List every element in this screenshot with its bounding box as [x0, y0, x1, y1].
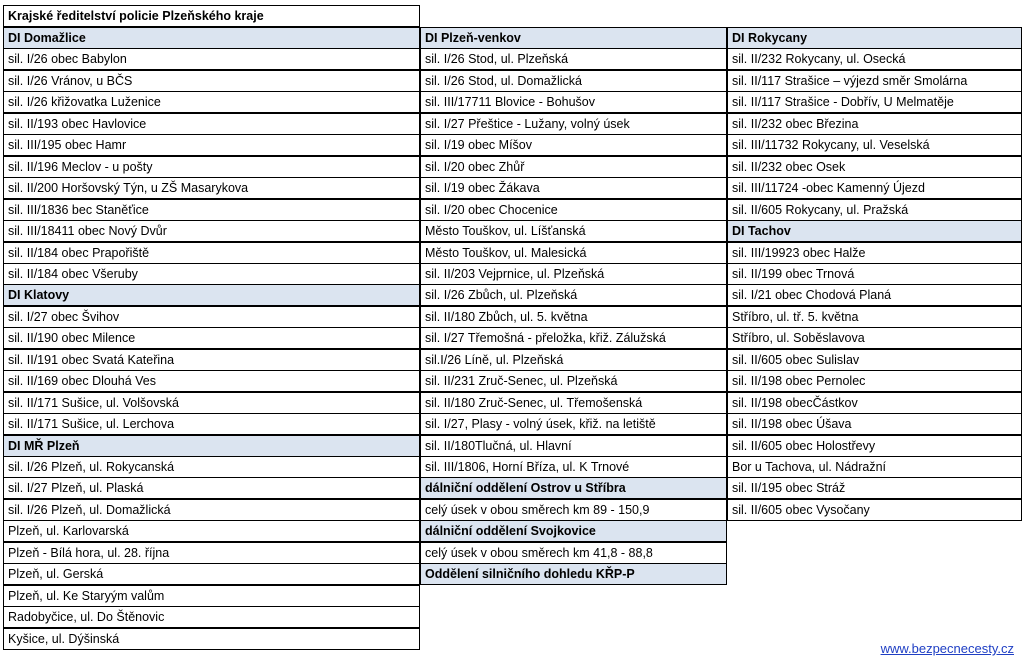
table-cell: [420, 392, 727, 414]
location-label: Kyšice, ul. Dýšinská: [8, 631, 120, 646]
location-label: sil. I/26 Zbůch, ul. Plzeňská: [425, 288, 578, 303]
location-label: sil. II/232 obec Březina: [732, 116, 859, 131]
table-cell: [420, 91, 727, 113]
table-cell: [3, 542, 420, 564]
table-cell: [727, 456, 1022, 478]
location-label: sil. II/605 obec Holostřevy: [732, 438, 876, 453]
location-label: sil. I/26 křižovatka Luženice: [8, 95, 161, 110]
table-cell: [727, 113, 1022, 135]
table-cell: [727, 91, 1022, 113]
table-cell: [3, 370, 420, 392]
table-cell: [3, 392, 420, 414]
table-cell: [3, 220, 420, 242]
section-header: [727, 27, 1022, 49]
table-cell: [3, 327, 420, 349]
table-cell: [3, 499, 420, 521]
location-label: Plzeň, ul. Karlovarská: [8, 524, 129, 539]
location-label: sil. I/19 obec Míšov: [425, 138, 532, 153]
table-cell: [420, 370, 727, 392]
location-label: sil. I/26 Plzeň, ul. Domažlická: [8, 502, 171, 517]
location-label: sil.I/26 Líně, ul. Plzeňská: [425, 352, 564, 367]
location-label: sil. II/195 obec Stráž: [732, 481, 846, 496]
location-label: sil. II/198 obec Pernolec: [732, 374, 866, 389]
table-cell: [3, 156, 420, 178]
table-cell: [727, 177, 1022, 199]
location-label: Město Touškov, ul. Líšťanská: [425, 224, 586, 239]
section-header: [3, 435, 420, 457]
location-label: sil. I/26 Stod, ul. Plzeňská: [425, 52, 569, 67]
location-label: sil. II/198 obecČástkov: [732, 395, 858, 410]
table-cell: [420, 499, 727, 521]
table-cell: [3, 413, 420, 435]
location-label: Plzeň, ul. Gerská: [8, 567, 104, 582]
location-label: sil. II/180 Zruč-Senec, ul. Třemošenská: [425, 395, 643, 410]
table-cell: [420, 456, 727, 478]
location-label: Radobyčice, ul. Do Štěnovic: [8, 610, 165, 625]
table-cell: [3, 628, 420, 650]
table-cell: [3, 263, 420, 285]
table-cell: [727, 156, 1022, 178]
section-header-label: DI Plzeň-venkov: [425, 31, 521, 45]
table-cell: [3, 134, 420, 156]
table-cell: [727, 392, 1022, 414]
table-cell: [3, 91, 420, 113]
location-label: sil. I/26 obec Babylon: [8, 52, 127, 67]
table-cell: [3, 585, 420, 607]
location-label: sil. II/180 Zbůch, ul. 5. května: [425, 309, 588, 324]
location-label: sil. III/1806, Horní Bříza, ul. K Trnové: [425, 460, 630, 474]
location-label: sil. II/171 Sušice, ul. Volšovská: [8, 395, 179, 410]
location-label: sil. I/27 Plzeň, ul. Plaská: [8, 481, 144, 496]
location-label: sil. II/184 obec Prapořiště: [8, 245, 150, 260]
table-cell: [3, 349, 420, 371]
table-cell: [727, 435, 1022, 457]
location-label: sil. II/232 obec Osek: [732, 159, 846, 174]
location-label: Plzeň - Bílá hora, ul. 28. října: [8, 545, 170, 560]
section-header-label: Oddělení silničního dohledu KŘP-P: [425, 567, 635, 582]
table-cell: [727, 370, 1022, 392]
section-header: [3, 284, 420, 306]
location-label: sil. II/199 obec Trnová: [732, 266, 855, 281]
location-label: sil. II/117 Strašice - Dobřív, U Melmatěje: [732, 95, 954, 110]
section-header: [420, 27, 727, 49]
section-header: [420, 477, 727, 499]
section-header-label: DI Klatovy: [8, 288, 70, 303]
table-cell: [3, 606, 420, 628]
location-label: Plzeň, ul. Ke Staryým valům: [8, 588, 165, 603]
table-cell: [420, 134, 727, 156]
location-label: sil. I/26 Stod, ul. Domažlická: [425, 73, 583, 88]
table-cell: [3, 199, 420, 221]
location-label: sil. I/27 obec Švihov: [8, 309, 120, 324]
section-header-label: DI Rokycany: [732, 31, 808, 45]
location-label: sil. II/200 Horšovský Týn, u ZŠ Masarykova: [8, 181, 249, 196]
section-header-label: dálniční oddělení Ostrov u Stříbra: [425, 481, 626, 496]
table-cell: [727, 413, 1022, 435]
section-header-label: DI Tachov: [732, 224, 791, 239]
location-label: Stříbro, ul. tř. 5. května: [732, 309, 859, 324]
location-label: Stříbro, ul. Soběslavova: [732, 331, 865, 346]
table-cell: [420, 113, 727, 135]
table-cell: [420, 542, 727, 564]
location-label: sil. II/180Tlučná, ul. Hlavní: [425, 438, 572, 453]
location-label: celý úsek v obou směrech km 41,8 - 88,8: [425, 545, 653, 560]
website-link[interactable]: www.bezpecnecesty.cz: [880, 641, 1014, 656]
table-cell: [3, 456, 420, 478]
location-label: celý úsek v obou směrech km 89 - 150,9: [425, 502, 650, 517]
location-label: sil. II/605 obec Sulislav: [732, 352, 860, 367]
location-label: sil. III/11724 -obec Kamenný Újezd: [732, 181, 925, 196]
location-label: sil. III/11732 Rokycany, ul. Veselská: [732, 138, 930, 153]
table-cell: [3, 306, 420, 328]
table-cell: [3, 477, 420, 499]
location-label: sil. II/184 obec Všeruby: [8, 266, 138, 281]
location-label: sil. I/20 obec Chocenice: [425, 202, 558, 217]
location-label: sil. II/169 obec Dlouhá Ves: [8, 374, 157, 389]
location-label: sil. II/171 Sušice, ul. Lerchova: [8, 417, 175, 432]
location-label: sil. III/18411 obec Nový Dvůr: [8, 224, 167, 239]
table-cell: [420, 48, 727, 70]
location-label: sil. I/21 obec Chodová Planá: [732, 288, 892, 303]
table-cell: [727, 242, 1022, 264]
table-cell: [727, 48, 1022, 70]
table-cell: [420, 327, 727, 349]
table-cell: [3, 113, 420, 135]
table-cell: [727, 284, 1022, 306]
location-label: sil. III/17711 Blovice - Bohušov: [425, 95, 595, 110]
location-label: sil. I/27, Plasy - volný úsek, křiž. na letiště: [425, 417, 656, 432]
location-label: sil. I/19 obec Žákava: [425, 181, 540, 196]
section-header: [727, 220, 1022, 242]
table-cell: [727, 134, 1022, 156]
location-label: sil. I/26 Vránov, u BČS: [8, 73, 133, 88]
location-label: sil. II/196 Meclov - u pošty: [8, 159, 153, 174]
table-cell: [727, 477, 1022, 499]
table-cell: [3, 48, 420, 70]
location-label: sil. III/1836 bec Staněťice: [8, 202, 149, 217]
location-label: sil. II/232 Rokycany, ul. Osecká: [732, 52, 906, 67]
location-label: Město Touškov, ul. Malesická: [425, 245, 587, 260]
table-cell: [420, 220, 727, 242]
table-cell: [420, 263, 727, 285]
table-cell: [420, 177, 727, 199]
table-cell: [420, 306, 727, 328]
section-header-label: DI Domažlice: [8, 31, 86, 45]
location-label: sil. I/20 obec Zhůř: [425, 159, 525, 174]
table-cell: [727, 327, 1022, 349]
table-cell: [3, 563, 420, 585]
table-cell: [420, 284, 727, 306]
location-label: sil. I/26 Plzeň, ul. Rokycanská: [8, 460, 175, 474]
section-header-label: dálniční oddělení Svojkovice: [425, 524, 596, 539]
table-cell: [3, 177, 420, 199]
table-cell: [420, 199, 727, 221]
table-cell: [420, 156, 727, 178]
table-cell: [420, 70, 727, 92]
table-cell: [727, 263, 1022, 285]
table-cell: [727, 70, 1022, 92]
section-header-label: DI MŘ Plzeň: [8, 438, 80, 453]
section-header: [420, 520, 727, 542]
location-label: sil. II/190 obec Milence: [8, 331, 136, 346]
table-cell: [420, 413, 727, 435]
location-label: sil. II/117 Strašice – výjezd směr Smolárna: [732, 73, 968, 88]
location-label: Bor u Tachova, ul. Nádražní: [732, 460, 887, 474]
location-label: sil. III/19923 obec Halže: [732, 245, 866, 260]
page-title: Krajské ředitelství policie Plzeňského kraje: [8, 9, 264, 23]
table-cell: [420, 242, 727, 264]
table-cell: [727, 199, 1022, 221]
table-cell: [420, 435, 727, 457]
section-header: [420, 563, 727, 585]
table-cell: [727, 349, 1022, 371]
location-label: sil. II/203 Vejprnice, ul. Plzeňská: [425, 266, 605, 281]
location-label: sil. II/193 obec Havlovice: [8, 116, 147, 131]
table-cell: [727, 306, 1022, 328]
table-cell: [3, 70, 420, 92]
section-header: [3, 27, 420, 49]
table-cell: [3, 242, 420, 264]
location-label: sil. II/605 obec Vysočany: [732, 502, 870, 517]
location-label: sil. III/195 obec Hamr: [8, 138, 127, 153]
title-cell: [3, 5, 420, 27]
location-label: sil. II/605 Rokycany, ul. Pražská: [732, 202, 909, 217]
location-label: sil. I/27 Třemošná - přeložka, křiž. Zálužská: [425, 331, 666, 346]
table-cell: [420, 349, 727, 371]
table-cell: [3, 520, 420, 542]
location-label: sil. I/27 Přeštice - Lužany, volný úsek: [425, 116, 630, 131]
location-label: sil. II/191 obec Svatá Kateřina: [8, 352, 175, 367]
table-cell: [727, 499, 1022, 521]
location-label: sil. II/231 Zruč-Senec, ul. Plzeňská: [425, 374, 618, 389]
location-label: sil. II/198 obec Úšava: [732, 417, 852, 432]
